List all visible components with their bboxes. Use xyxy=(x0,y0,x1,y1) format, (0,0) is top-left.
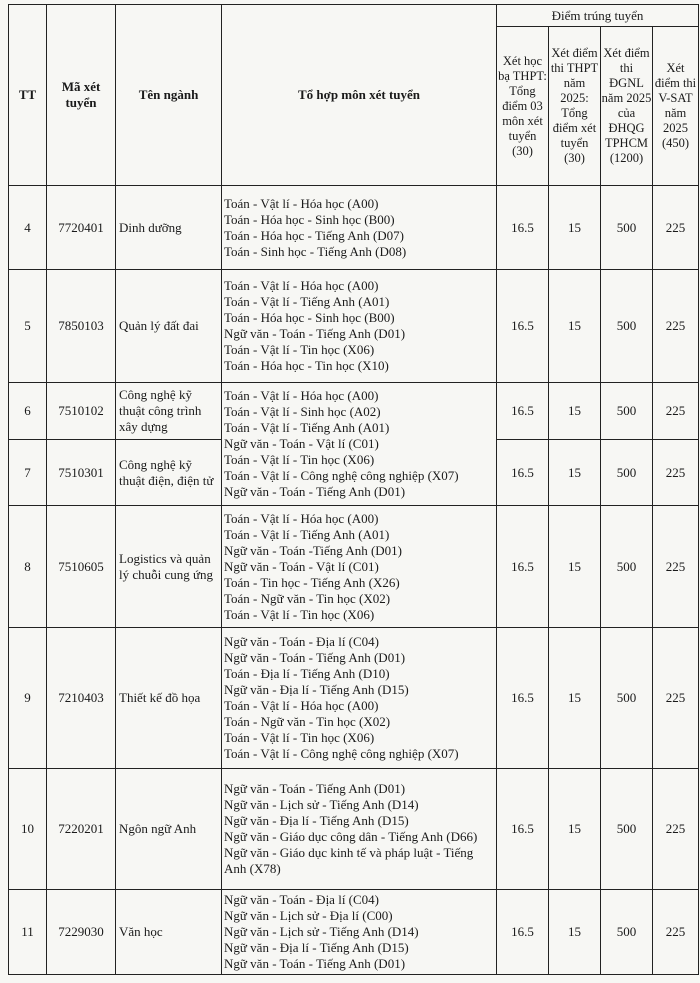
combo-item: Ngữ văn - Toán - Vật lí (C01) xyxy=(224,436,379,451)
combo-item: Toán - Hóa học - Sinh học (B00) xyxy=(224,211,395,227)
header-score-vsat: Xét điểm thi V-SAT năm 2025 (450) xyxy=(653,27,699,186)
row-tt: 10 xyxy=(9,769,47,890)
combo-item: Ngữ văn - Địa lí - Tiếng Anh (D15) xyxy=(224,682,409,697)
score-dgnl: 500 xyxy=(601,270,653,383)
row-code: 7229030 xyxy=(47,890,116,975)
header-score-hocba: Xét học bạ THPT: Tổng điểm 03 môn xét tuyển (30) xyxy=(497,27,549,186)
score-thpt: 15 xyxy=(549,383,601,440)
combo-item: Toán - Vật lí - Hóa học (A00) xyxy=(224,510,379,526)
score-hocba: 16.5 xyxy=(497,890,549,975)
score-hocba: 16.5 xyxy=(497,383,549,440)
score-thpt: 15 xyxy=(549,506,601,628)
table-row xyxy=(9,628,699,769)
combo-item: Toán - Vật lí - Tiếng Anh (A01) xyxy=(224,294,390,309)
score-thpt: 15 xyxy=(549,628,601,769)
score-vsat: 225 xyxy=(653,769,699,890)
row-code: 7210403 xyxy=(47,628,116,769)
row-code: 7850103 xyxy=(47,270,116,383)
score-hocba: 16.5 xyxy=(497,769,549,890)
score-hocba: 16.5 xyxy=(497,628,549,769)
row-major: Văn học xyxy=(116,890,222,975)
score-vsat: 225 xyxy=(653,506,699,628)
table-row xyxy=(9,270,699,383)
score-dgnl: 500 xyxy=(601,628,653,769)
row-major: Công nghệ kỹ thuật công trình xây dựng xyxy=(116,383,222,440)
score-hocba: 16.5 xyxy=(497,186,549,270)
table-row xyxy=(9,383,699,440)
combo-item: Toán - Vật lí - Hóa học (A00) xyxy=(224,278,379,293)
row-code: 7510605 xyxy=(47,506,116,628)
combo-item: Ngữ văn - Lịch sử - Tiếng Anh (D14) xyxy=(224,797,419,812)
row-combos-shared xyxy=(222,383,497,506)
score-vsat: 225 xyxy=(653,270,699,383)
score-thpt: 15 xyxy=(549,890,601,975)
admission-score-table xyxy=(8,4,699,975)
row-tt: 8 xyxy=(9,506,47,628)
score-thpt: 15 xyxy=(549,440,601,506)
combo-item: Toán - Hóa học - Sinh học (B00) xyxy=(224,310,395,325)
combo-item: Ngữ văn - Địa lí - Tiếng Anh (D15) xyxy=(224,813,409,828)
row-major: Ngôn ngữ Anh xyxy=(116,769,222,890)
row-tt: 11 xyxy=(9,890,47,975)
row-code: 7510301 xyxy=(47,440,116,506)
combo-item: Toán - Vật lí - Tin học (X06) xyxy=(224,452,375,467)
combo-item: Toán - Vật lí - Sinh học (A02) xyxy=(224,404,381,419)
combo-item: Ngữ văn - Toán - Tiếng Anh (D01) xyxy=(224,484,406,499)
combo-item: Toán - Địa lí - Tiếng Anh (D10) xyxy=(224,666,390,681)
table-row xyxy=(9,186,699,270)
row-tt: 5 xyxy=(9,270,47,383)
score-dgnl: 500 xyxy=(601,769,653,890)
score-dgnl: 500 xyxy=(601,186,653,270)
combo-item: Toán - Vật lí - Công nghệ công nghiệp (X07) xyxy=(224,468,459,483)
combo-item: Toán - Hóa học - Tin học (X10) xyxy=(224,358,389,373)
row-tt: 7 xyxy=(9,440,47,506)
row-major: Logistics và quản lý chuỗi cung ứng xyxy=(116,506,222,628)
combo-item: Toán - Vật lí - Hóa học (A00) xyxy=(224,698,379,713)
combo-item: Ngữ văn - Lịch sử - Địa lí (C00) xyxy=(224,908,393,923)
combo-item: Ngữ văn - Toán - Tiếng Anh (D01) xyxy=(224,326,406,341)
score-vsat: 225 xyxy=(653,440,699,506)
row-tt: 6 xyxy=(9,383,47,440)
score-vsat: 225 xyxy=(653,628,699,769)
combo-item: Toán - Vật lí - Hóa học (A00) xyxy=(224,195,379,211)
row-major: Quản lý đất đai xyxy=(116,270,222,383)
row-major: Công nghệ kỹ thuật điện, điện tử xyxy=(116,440,222,506)
score-dgnl: 500 xyxy=(601,506,653,628)
header-score-group: Điểm trúng tuyển xyxy=(497,5,699,27)
header-score-thpt: Xét điểm thi THPT năm 2025: Tổng điểm xét tuyển (30) xyxy=(549,27,601,186)
combo-item: Toán - Hóa học - Tiếng Anh (D07) xyxy=(224,227,404,243)
row-code: 7220201 xyxy=(47,769,116,890)
combo-item: Toán - Vật lí - Tin học (X06) xyxy=(224,342,375,357)
combo-item: Ngữ văn - Toán -Tiếng Anh (D01) xyxy=(224,542,403,558)
header-code: Mã xét tuyển xyxy=(47,5,116,186)
combo-item: Toán - Vật lí - Tin học (X06) xyxy=(224,606,375,622)
score-vsat: 225 xyxy=(653,383,699,440)
header-combo: Tổ hợp môn xét tuyển xyxy=(222,5,497,186)
table-row xyxy=(9,890,699,975)
combo-item: Toán - Ngữ văn - Tin học (X02) xyxy=(224,714,391,729)
row-code: 7510102 xyxy=(47,383,116,440)
score-vsat: 225 xyxy=(653,186,699,270)
row-major: Thiết kế đồ họa xyxy=(116,628,222,769)
header-tt: TT xyxy=(9,5,47,186)
combo-item: Ngữ văn - Toán - Vật lí (C01) xyxy=(224,558,379,574)
combo-item: Ngữ văn - Toán - Tiếng Anh (D01) xyxy=(224,781,406,796)
combo-item: Toán - Vật lí - Tin học (X06) xyxy=(224,730,375,745)
row-combos xyxy=(222,769,497,890)
score-dgnl: 500 xyxy=(601,440,653,506)
row-combos xyxy=(222,270,497,383)
row-combos xyxy=(222,890,497,975)
row-combos xyxy=(222,186,497,270)
row-combos xyxy=(222,506,497,628)
table-row xyxy=(9,769,699,890)
row-major: Dinh dưỡng xyxy=(116,186,222,270)
combo-item: Ngữ văn - Địa lí - Tiếng Anh (D15) xyxy=(224,940,409,955)
score-dgnl: 500 xyxy=(601,383,653,440)
combo-item: Ngữ văn - Toán - Địa lí (C04) xyxy=(224,892,380,907)
score-vsat: 225 xyxy=(653,890,699,975)
score-dgnl: 500 xyxy=(601,890,653,975)
combo-item: Ngữ văn - Giáo dục công dân - Tiếng Anh (D66) xyxy=(224,829,478,844)
score-hocba: 16.5 xyxy=(497,506,549,628)
combo-item: Ngữ văn - Toán - Tiếng Anh (D01) xyxy=(224,650,406,665)
combo-item: Toán - Ngữ văn - Tin học (X02) xyxy=(224,590,391,606)
combo-item: Toán - Tin học - Tiếng Anh (X26) xyxy=(224,574,400,590)
score-hocba: 16.5 xyxy=(497,440,549,506)
combo-item: Toán - Vật lí - Hóa học (A00) xyxy=(224,388,379,403)
combo-item: Ngữ văn - Toán - Tiếng Anh (D01) xyxy=(224,956,406,971)
score-thpt: 15 xyxy=(549,270,601,383)
row-code: 7720401 xyxy=(47,186,116,270)
combo-item: Toán - Vật lí - Tiếng Anh (A01) xyxy=(224,526,390,542)
score-thpt: 15 xyxy=(549,186,601,270)
row-tt: 9 xyxy=(9,628,47,769)
combo-item: Toán - Vật lí - Công nghệ công nghiệp (X07) xyxy=(224,746,459,761)
combo-item: Toán - Sinh học - Tiếng Anh (D08) xyxy=(224,243,407,259)
table-row xyxy=(9,506,699,628)
combo-item: Ngữ văn - Toán - Địa lí (C04) xyxy=(224,634,380,649)
header-score-dgnl: Xét điểm thi ĐGNL năm 2025 của ĐHQG TPHCM (1200) xyxy=(601,27,653,186)
header-name: Tên ngành xyxy=(116,5,222,186)
combo-item: Toán - Vật lí - Tiếng Anh (A01) xyxy=(224,420,390,435)
score-thpt: 15 xyxy=(549,769,601,890)
combo-item: Ngữ văn - Giáo dục kinh tế và pháp luật - Tiếng Anh (X78) xyxy=(224,845,474,876)
combo-item: Ngữ văn - Lịch sử - Tiếng Anh (D14) xyxy=(224,924,419,939)
score-hocba: 16.5 xyxy=(497,270,549,383)
row-tt: 4 xyxy=(9,186,47,270)
row-combos xyxy=(222,628,497,769)
